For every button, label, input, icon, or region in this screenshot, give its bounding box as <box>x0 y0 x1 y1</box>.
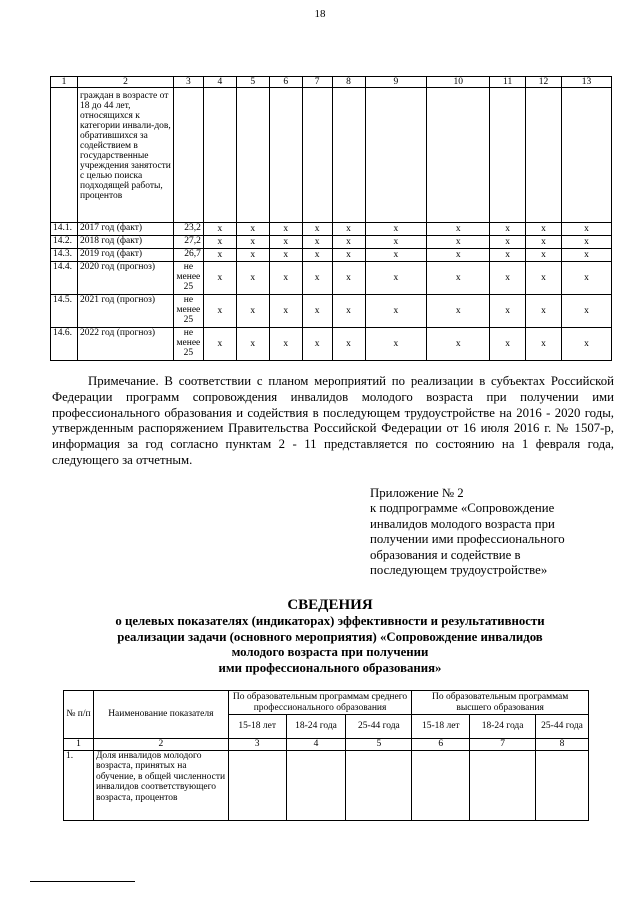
appendix-line: последующем трудоустройстве» <box>370 563 548 578</box>
table1-header-cell: 5 <box>236 77 269 88</box>
x-mark-cell: x <box>236 328 269 361</box>
row-number: 14.3. <box>51 249 78 262</box>
row-name: 2022 год (прогноз) <box>77 328 173 361</box>
table-row <box>51 223 612 236</box>
x-mark-cell: x <box>236 249 269 262</box>
appendix-line: образования и содействие в <box>370 547 521 562</box>
appendix-line: получении ими профессионального <box>370 532 565 547</box>
table1-header-cell: 1 <box>51 77 78 88</box>
x-mark-cell: x <box>302 223 332 236</box>
age-header: 15-18 лет <box>412 715 470 739</box>
row-name: 2020 год (прогноз) <box>77 262 173 295</box>
page-number: 18 <box>314 8 326 20</box>
row-name: 2021 год (прогноз) <box>77 295 173 328</box>
note-paragraph <box>52 374 614 469</box>
age-header: 25-44 года <box>346 715 412 739</box>
table1-header-cell: 10 <box>427 77 490 88</box>
x-mark-cell: x <box>203 295 236 328</box>
x-mark-cell: x <box>490 328 526 361</box>
column-number: 2 <box>93 739 228 751</box>
x-mark-cell: x <box>332 295 365 328</box>
x-mark-cell: x <box>332 249 365 262</box>
x-mark-cell: x <box>302 249 332 262</box>
table1-header-row <box>51 77 612 88</box>
column-number: 7 <box>470 739 536 751</box>
x-mark-cell: x <box>562 295 612 328</box>
table-row <box>51 295 612 328</box>
x-mark-cell: x <box>526 249 562 262</box>
column-number: 4 <box>286 739 346 751</box>
title-line: ими профессионального образования» <box>218 660 442 675</box>
column-number: 3 <box>228 739 286 751</box>
section-title <box>40 596 620 676</box>
row-value: 26,7 <box>173 249 203 262</box>
x-mark-cell: x <box>427 236 490 249</box>
x-mark-cell: x <box>526 236 562 249</box>
table1-header-cell: 3 <box>173 77 203 88</box>
x-mark-cell: x <box>562 328 612 361</box>
column-header-number: № п/п <box>64 691 94 739</box>
table1-header-cell: 6 <box>269 77 302 88</box>
note-text: Примечание. В соответствии с планом мероприятий по реализации в субъектах Российской Федерации программ сопровождения инвалидов молодого возраста при получении ими профессионального образования и содействия в последующем трудоустройстве на 2016 - 2020 годы, утвержденным распоряжением Правительства Российской Федерации от 16 июля 2016 г. № 1507-р, информация за год согласно пунктам 2 - 11 представляется по состоянию на 1 февраля года, следующего за отчетным. <box>52 374 614 467</box>
row-number: 1. <box>64 750 94 820</box>
column-number: 1 <box>64 739 94 751</box>
x-mark-cell: x <box>302 262 332 295</box>
row-value: 23,2 <box>173 223 203 236</box>
x-mark-cell: x <box>269 249 302 262</box>
appendix-line: Приложение № 2 <box>370 486 464 500</box>
x-mark-cell: x <box>427 262 490 295</box>
x-mark-cell: x <box>526 262 562 295</box>
column-number: 8 <box>536 739 589 751</box>
x-mark-cell: x <box>269 295 302 328</box>
table1-header-cell: 4 <box>203 77 236 88</box>
indicators-table-continuation <box>50 76 612 361</box>
x-mark-cell: x <box>203 223 236 236</box>
x-mark-cell: x <box>562 223 612 236</box>
table-row <box>51 328 612 361</box>
row-name: 2017 год (факт) <box>77 223 173 236</box>
x-mark-cell: x <box>269 328 302 361</box>
row-number: 14.5. <box>51 295 78 328</box>
column-number: 5 <box>346 739 412 751</box>
age-header: 15-18 лет <box>228 715 286 739</box>
table1-header-cell: 7 <box>302 77 332 88</box>
x-mark-cell: x <box>365 262 427 295</box>
row-number: 14.6. <box>51 328 78 361</box>
row-number: 14.1. <box>51 223 78 236</box>
x-mark-cell: x <box>490 236 526 249</box>
x-mark-cell: x <box>365 328 427 361</box>
column-group-secondary: По образовательным программам среднего профессионального образования <box>228 691 412 715</box>
column-group-higher: По образовательным программам высшего образования <box>412 691 589 715</box>
indicator-description: граждан в возрасте от 18 до 44 лет, относящихся к категории инвали-дов, обратившихся за содействием в государственные учреждения занятости с целью поиска подходящей работы, процентов <box>77 88 173 223</box>
row-name: 2019 год (факт) <box>77 249 173 262</box>
table-row <box>64 750 589 820</box>
row-value: не менее 25 <box>173 262 203 295</box>
appendix-block <box>370 486 620 578</box>
age-header: 25-44 года <box>536 715 589 739</box>
x-mark-cell: x <box>562 262 612 295</box>
table1-header-cell: 13 <box>562 77 612 88</box>
table1-header-cell: 12 <box>526 77 562 88</box>
x-mark-cell: x <box>203 262 236 295</box>
x-mark-cell: x <box>236 236 269 249</box>
x-mark-cell: x <box>203 249 236 262</box>
title-main: СВЕДЕНИЯ <box>287 597 373 613</box>
x-mark-cell: x <box>236 262 269 295</box>
table1-header-cell: 11 <box>490 77 526 88</box>
x-mark-cell: x <box>490 249 526 262</box>
x-mark-cell: x <box>269 236 302 249</box>
row-indicator-name: Доля инвалидов молодого возраста, принятых на обучение, в общей численности инвалидов соответствующего возраста, процентов <box>93 750 228 820</box>
x-mark-cell: x <box>526 328 562 361</box>
x-mark-cell: x <box>427 295 490 328</box>
x-mark-cell: x <box>490 223 526 236</box>
table-row <box>51 249 612 262</box>
x-mark-cell: x <box>302 295 332 328</box>
table1-header-cell: 9 <box>365 77 427 88</box>
x-mark-cell: x <box>302 328 332 361</box>
x-mark-cell: x <box>269 262 302 295</box>
x-mark-cell: x <box>203 236 236 249</box>
column-header-name: Наименование показателя <box>93 691 228 739</box>
x-mark-cell: x <box>365 249 427 262</box>
title-line: молодого возраста при получении <box>231 645 429 660</box>
table1-continuation-row <box>51 88 612 223</box>
x-mark-cell: x <box>236 223 269 236</box>
x-mark-cell: x <box>365 236 427 249</box>
x-mark-cell: x <box>562 249 612 262</box>
row-value: не менее 25 <box>173 295 203 328</box>
table-row <box>51 262 612 295</box>
row-number: 14.4. <box>51 262 78 295</box>
x-mark-cell: x <box>526 223 562 236</box>
x-mark-cell: x <box>365 223 427 236</box>
age-header: 18-24 года <box>470 715 536 739</box>
x-mark-cell: x <box>302 236 332 249</box>
x-mark-cell: x <box>332 328 365 361</box>
x-mark-cell: x <box>269 223 302 236</box>
x-mark-cell: x <box>332 223 365 236</box>
x-mark-cell: x <box>365 295 427 328</box>
appendix-line: инвалидов молодого возраста при <box>370 516 555 531</box>
x-mark-cell: x <box>332 236 365 249</box>
column-number: 6 <box>412 739 470 751</box>
target-indicators-table <box>63 690 589 821</box>
table1-header-cell: 2 <box>77 77 173 88</box>
x-mark-cell: x <box>332 262 365 295</box>
table1-header-cell: 8 <box>332 77 365 88</box>
appendix-line: к подпрограмме «Сопровождение <box>370 501 555 516</box>
row-value: не менее 25 <box>173 328 203 361</box>
table-row <box>51 236 612 249</box>
x-mark-cell: x <box>427 328 490 361</box>
x-mark-cell: x <box>562 236 612 249</box>
age-header: 18-24 года <box>286 715 346 739</box>
row-name: 2018 год (факт) <box>77 236 173 249</box>
x-mark-cell: x <box>526 295 562 328</box>
x-mark-cell: x <box>490 262 526 295</box>
x-mark-cell: x <box>427 223 490 236</box>
row-value: 27,2 <box>173 236 203 249</box>
row-number: 14.2. <box>51 236 78 249</box>
x-mark-cell: x <box>490 295 526 328</box>
title-line: о целевых показателях (индикаторах) эффективности и результативности <box>115 614 545 628</box>
x-mark-cell: x <box>427 249 490 262</box>
x-mark-cell: x <box>236 295 269 328</box>
title-line: реализации задачи (основного мероприятия) «Сопровождение инвалидов <box>117 629 543 644</box>
footnote-separator <box>30 881 135 882</box>
x-mark-cell: x <box>203 328 236 361</box>
